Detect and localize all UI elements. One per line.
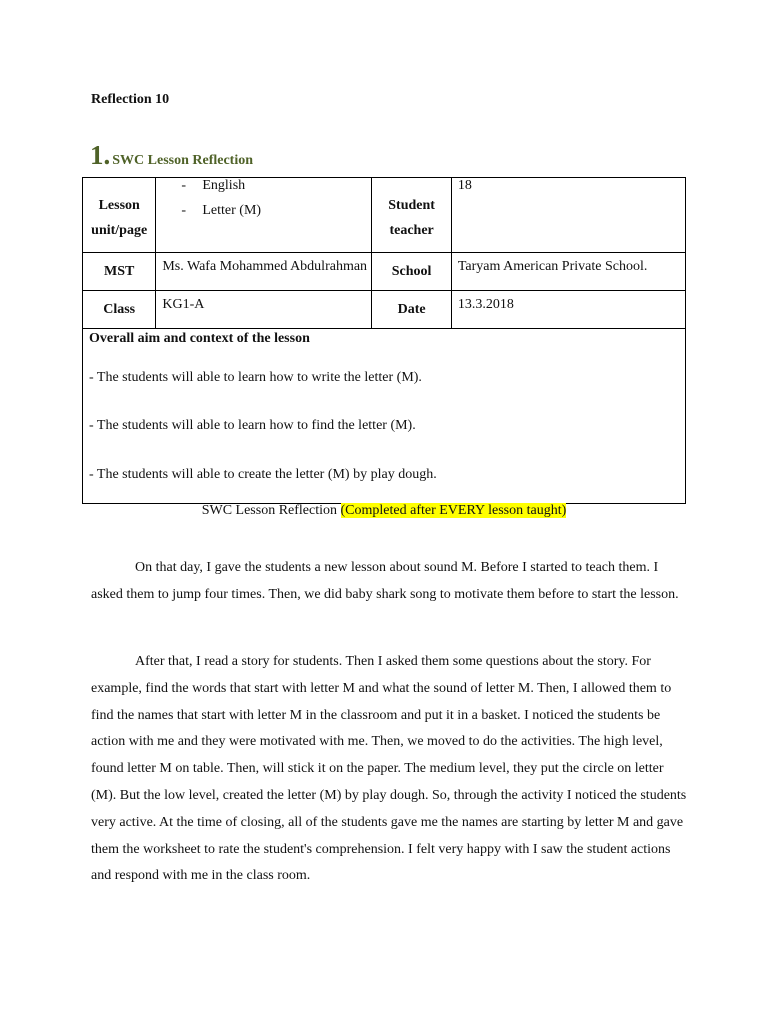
aim-item-3: - The students will able to create the letter (M) by play dough. (89, 467, 437, 482)
section-number: 1. (90, 140, 111, 170)
caption-text: SWC Lesson Reflection (201, 503, 341, 518)
aim-title: Overall aim and context of the lesson (89, 331, 310, 346)
table-row (83, 329, 686, 504)
section-heading (90, 140, 253, 171)
mst-label: MST (83, 253, 156, 291)
aim-item-2: - The students will able to learn how to find the letter (M). (89, 418, 416, 433)
reflection-paragraph-2: After that, I read a story for students. Then I asked them some questions about the story. For example, find the words that start with letter M and what the sound of letter M. Then, I allowed them to find the names that start with letter M in the classroom and put it in a basket. I noticed the students be action with me and they were motivated with me. Then, we moved to do the activities. The high level, found letter M on table. Then, will stick it on the paper. The medium level, they put the circle on letter (M). But the low level, created the letter (M) by play dough. So, through the activity I noticed the students very active. At the time of closing, all of the students gave me the names are starting by letter M and gave them the worksheet to rate the student's comprehension. I felt very happy with I saw the student actions and respond with me in the class room. (91, 654, 687, 884)
section-title: SWC Lesson Reflection (112, 153, 254, 168)
date-value: 13.3.2018 (451, 291, 685, 329)
class-value: KG1-A (156, 291, 372, 329)
lesson-items-list (156, 178, 371, 228)
date-label: Date (372, 291, 451, 329)
mst-value: Ms. Wafa Mohammed Abdulrahman (156, 253, 372, 291)
caption-highlight: (Completed after EVERY lesson taught) (340, 503, 567, 518)
student-teacher-value: 18 (451, 178, 685, 253)
school-label: School (372, 253, 451, 291)
school-value: Taryam American Private School. (451, 253, 685, 291)
lesson-item-2: Letter (M) (202, 203, 262, 218)
reflection-paragraph-1: On that day, I gave the students a new lesson about sound M. Before I started to teach them. I asked them to jump four times. Then, we did baby shark song to motivate them before to start the lesson. (91, 560, 679, 602)
table-row (83, 178, 686, 253)
list-item: - English (181, 178, 246, 193)
lesson-reflection-caption (0, 503, 768, 519)
list-item: - Letter (M) (181, 203, 262, 218)
table-row (83, 291, 686, 329)
lesson-item-1: English (202, 178, 246, 193)
aim-cell (83, 329, 686, 504)
lesson-info-table (82, 177, 686, 504)
class-label: Class (83, 291, 156, 329)
aim-item-1: - The students will able to learn how to write the letter (M). (89, 370, 422, 385)
lesson-unit-label: Lesson unit/page (83, 178, 156, 253)
lesson-unit-value (156, 178, 372, 253)
student-teacher-label: Student teacher (372, 178, 451, 253)
reflection-title: Reflection 10 (91, 92, 170, 107)
table-row (83, 253, 686, 291)
